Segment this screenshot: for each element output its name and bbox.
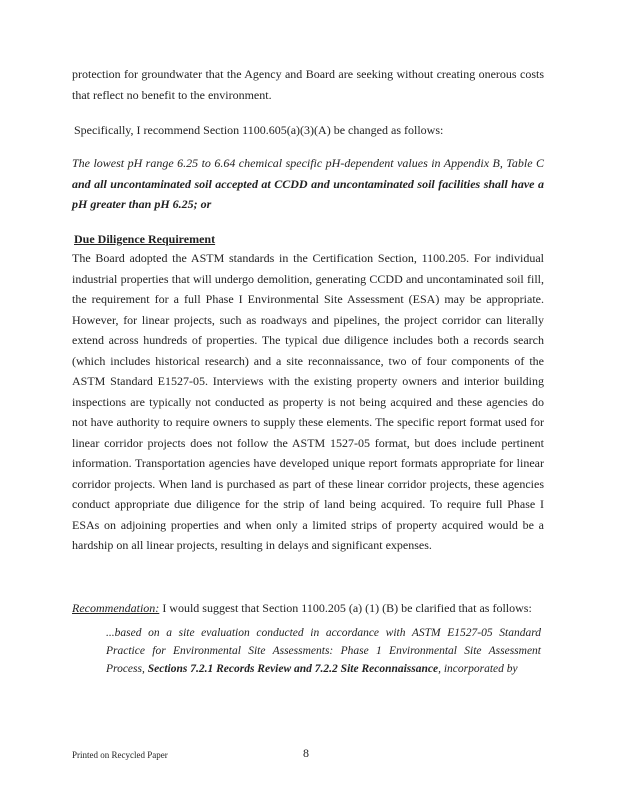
quote-part3: , incorporated by <box>438 663 518 675</box>
recommendation-label: Recommendation: <box>72 601 160 615</box>
footer-recycled-paper: Printed on Recycled Paper <box>72 750 168 760</box>
paragraph-due-diligence: The Board adopted the ASTM standards in the Certification Section, 1100.205. For individual industrial properties that will undergo demolition, generating CCDD and uncontaminated soil fill, the requirement for a full Phase I Environmental Site Assessment (ESA) may be appropriate. However, for linear projects, such as roadways and pipelines, the project corridor can literally extend across hundreds of properties. The typical due diligence includes both a records search (which includes historical research) and a site reconnaissance, two of four components of the ASTM Standard E1527-05. Interviews with the existing property owners and interior building inspections are typically not conducted as property is not being acquired and these agencies do not have authority to require owners to supply these elements. The specific report format used for linear corridor projects does not follow the ASTM 1527-05 format, but does include pertinent information. Transportation agencies have developed unique report formats appropriate for linear corridor projects. When land is purchased as part of these linear corridor projects, these agencies conduct appropriate due diligence for the strip of land being acquired. To require full Phase I ESAs on adjoining properties and when only a limited strips of property acquired would be a hardship on all linear projects, resulting in delays and significant expenses. <box>72 251 544 552</box>
proposed-text-part1: The lowest pH range 6.25 to 6.64 chemical specific pH-dependent values in Appendix B, Table C <box>72 156 544 170</box>
quote-part2: Sections 7.2.1 Records Review and 7.2.2 Site Reconnaissance <box>147 663 439 675</box>
recommendation-text: I would suggest that Section 1100.205 (a) (1) (B) be clarified that as follows: <box>159 601 532 615</box>
paragraph-protection: protection for groundwater that the Agency and Board are seeking without creating onerous costs that reflect no benefit to the environment. <box>72 67 544 102</box>
quoted-standard-text <box>106 624 541 678</box>
page-number: 8 <box>303 746 309 760</box>
paragraph-recommend-section: Specifically, I recommend Section 1100.605(a)(3)(A) be changed as follows: <box>74 123 444 137</box>
quote-part1: ...based on a site evaluation conducted in accordance with ASTM E1527-05 Standard Practice for Environmental Site Assessments: Phase 1 Environmental Site Assessment Process, <box>106 627 541 675</box>
proposed-text-part2: and all uncontaminated soil accepted at CCDD and uncontaminated soil facilities shall have a pH greater than pH 6.25; or <box>72 176 544 211</box>
paragraph-proposed-text <box>72 153 544 215</box>
paragraph-recommendation <box>72 598 544 619</box>
section-heading-due-diligence: Due Diligence Requirement <box>74 232 216 246</box>
